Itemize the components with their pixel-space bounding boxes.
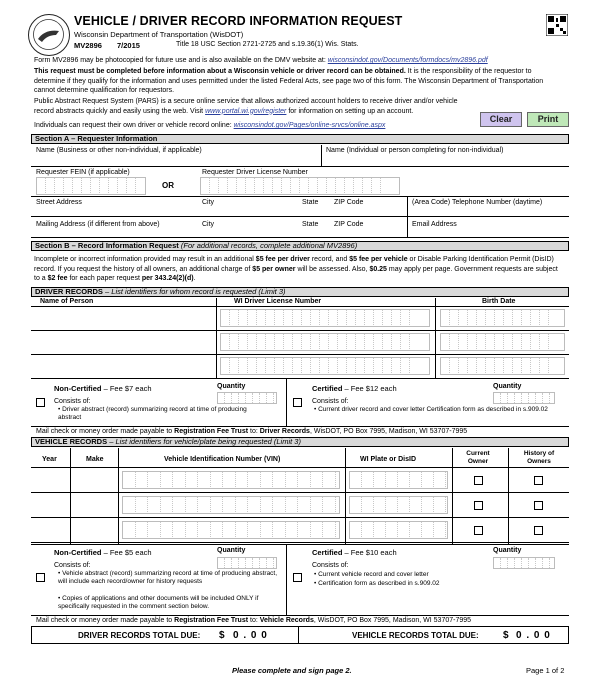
pars-link[interactable]: www.portal.wi.gov/register [205,107,287,115]
vehicle-cert-quantity-input[interactable] [493,557,555,569]
vehicle-noncert-item-2: • Copies of applications and other documents will be included ONLY if specifically requested in the comment section below. [58,595,259,610]
vehicle-year-input[interactable] [32,493,69,516]
email-label: Email Address [412,221,457,228]
driver-cert-label: Certified – Fee $12 each [312,384,397,393]
driver-cert-quantity-input[interactable] [493,392,555,404]
driver-total-label: DRIVER RECORDS TOTAL DUE: [78,631,201,640]
vehicle-total-label: VEHICLE RECORDS TOTAL DUE: [352,631,479,640]
section-b-instructions: Incomplete or incorrect information provided may result in an additional $5 fee per driver record, and $5 fee per vehicle or Disable Parking Identification Permit (DisID) record. If you request the history of all owners, an additional charge of $5 per owner will be assessed. Also, $0.25 may apply per page. Government requests are subject to a $2 fee for each paper request per 343.24(2)(d). [34,256,558,282]
intro-eligibility: This request must be completed before information about a Wisconsin vehicle or driver record can be obtained. It is the responsibility of the requestor to determine if they qualify for the information and uses permitted under the listed Federal Acts, see page two of this form. The Wisconsin Department of Transportation cannot determine qualification for requestors. [34,68,544,94]
driver-total-currency: $ [219,630,225,641]
divider [118,448,119,544]
divider [345,448,346,544]
consists-label: Consists of: [54,398,91,405]
col-birth-header: Birth Date [482,298,516,305]
consists-label: Consists of: [54,562,91,569]
vehicle-cert-item-1: • Current vehicle record and cover letter [314,571,429,578]
divider [298,626,299,644]
divider [216,298,217,378]
driver-cert-item: • Current driver record and cover letter Certification form as described in s.909.02 [314,406,548,413]
vehicle-total-currency: $ [503,630,509,641]
department: Wisconsin Department of Transportation (WisDOT) [74,30,244,39]
history-owners-checkbox[interactable] [534,501,543,510]
divider [31,542,569,543]
divider [321,145,322,167]
col-plate-header: WI Plate or DisID [360,456,417,463]
current-owner-checkbox[interactable] [474,501,483,510]
divider [31,615,569,616]
form-date: 7/2015 [117,41,140,50]
history-owners-checkbox[interactable] [534,476,543,485]
driver-birthdate-input[interactable] [440,309,565,327]
intro-own-record: Individuals can request their own driver or vehicle record online: wisconsindot.gov/Pages/online-srvcs/online.aspx [34,122,386,129]
plate-input[interactable] [349,521,448,539]
divider [31,166,569,167]
vehicle-cert-item-2: • Certification form as described in s.909.02 [314,580,440,587]
driver-license-input[interactable] [220,357,430,375]
section-a-header: Section A – Requester Information [31,134,569,144]
fein-input[interactable] [36,177,146,195]
driver-birthdate-input[interactable] [440,333,565,351]
driver-name-input[interactable] [32,355,215,377]
divider [286,378,287,426]
name-business-label: Name (Business or other non-individual, if applicable) [36,147,202,154]
vin-input[interactable] [122,521,340,539]
phone-label: (Area Code) Telephone Number (daytime) [412,199,543,206]
driver-license-input[interactable] [220,333,430,351]
divider [407,196,408,238]
consists-label: Consists of: [312,398,349,405]
divider [31,216,569,217]
zip-label: ZIP Code [334,199,364,206]
or-label: OR [162,181,174,190]
col-license-header: WI Driver License Number [234,298,322,305]
form-id: MV2896 [74,41,102,50]
history-owners-checkbox[interactable] [534,526,543,535]
driver-license-input[interactable] [220,309,430,327]
vehicle-noncert-quantity-input[interactable] [217,557,277,569]
divider [31,378,569,379]
col-owner-header: Current Owner [466,450,490,465]
zip-label: ZIP Code [334,221,364,228]
clear-button[interactable]: Clear [480,112,522,127]
vehicle-records-header: VEHICLE RECORDS – List identifiers for vehicle/plate being requested (Limit 3) [31,437,569,447]
divider [435,298,436,378]
divider [31,544,569,545]
online-services-link[interactable]: wisconsindot.gov/Pages/online-srvcs/online.aspx [233,122,386,129]
intro-pars: Public Abstract Request System (PARS) is a secure online service that allows authorized account holders to receive driver and/or vehicle record abstracts quickly and easily using the web. Visit www.portal.wi.gov/register for information on setting up an account. [34,98,458,115]
qr-code-icon [546,14,568,36]
page-number: Page 1 of 2 [526,666,565,675]
vehicle-noncert-quantity-label: Quantity [217,547,246,554]
divider [31,237,569,238]
vehicle-noncert-item-1: • Vehicle abstract (record) summarizing record at time of producing abstract, will include each record/owner for history requests [58,570,278,585]
vehicle-year-input[interactable] [32,518,69,541]
driver-mail-instructions: Mail check or money order made payable to Registration Fee Trust to: Driver Records, WisDOT, PO Box 7995, Madison, WI 53707-7995 [36,428,468,435]
current-owner-checkbox[interactable] [474,476,483,485]
divider [508,448,509,544]
driver-name-input[interactable] [32,307,215,329]
requester-license-input[interactable] [200,177,400,195]
state-label: State [302,221,319,228]
col-year-header: Year [42,456,57,463]
fein-label: Requester FEIN (if applicable) [36,169,130,176]
col-history-header: History of Owners [523,450,555,465]
form-title: VEHICLE / DRIVER RECORD INFORMATION REQUEST [74,14,403,28]
vehicle-make-input[interactable] [71,493,117,516]
vehicle-cert-quantity-label: Quantity [493,547,522,554]
vehicle-noncert-checkbox[interactable] [36,573,45,582]
driver-total-amount: 0 . 0 0 [233,630,268,641]
city-label: City [202,221,215,228]
name-individual-label: Name (Individual or person completing for non-individual) [326,147,504,154]
driver-noncert-item: • Driver abstract (record) summarizing record at time of producing abstract [58,406,247,421]
driver-name-input[interactable] [32,331,215,353]
current-owner-checkbox[interactable] [474,526,483,535]
statute-reference: Title 18 USC Section 2721-2725 and s.19.36(1) Wis. Stats. [176,41,359,48]
consists-label: Consists of: [312,562,349,569]
plate-input[interactable] [349,471,448,489]
vehicle-cert-checkbox[interactable] [293,573,302,582]
print-button[interactable]: Print [527,112,569,127]
driver-cert-checkbox[interactable] [293,398,302,407]
driver-noncert-label: Non-Certified – Fee $7 each [54,384,152,393]
state-label: State [302,199,319,206]
divider [452,448,453,544]
driver-noncert-quantity-label: Quantity [217,383,246,390]
driver-noncert-checkbox[interactable] [36,398,45,407]
vin-input[interactable] [122,496,340,514]
col-make-header: Make [86,456,104,463]
col-name-header: Name of Person [40,298,94,305]
section-b-header: Section B – Record Information Request (For additional records, complete additional MV2896) [31,241,569,251]
vehicle-year-input[interactable] [32,468,69,491]
driver-noncert-quantity-input[interactable] [217,392,277,404]
vehicle-noncert-label: Non-Certified – Fee $5 each [54,548,152,557]
plate-input[interactable] [349,496,448,514]
divider [31,426,569,427]
vehicle-total-amount: 0 . 0 0 [516,630,551,641]
vehicle-make-input[interactable] [71,518,117,541]
divider [31,196,569,197]
city-label: City [202,199,215,206]
driver-cert-quantity-label: Quantity [493,383,522,390]
vin-input[interactable] [122,471,340,489]
vehicle-cert-label: Certified – Fee $10 each [312,548,397,557]
intro-photocopy: Form MV2896 may be photocopied for future use and is also available on the DMV website at: wisconsindot.gov/Documents/formdocs/mv2896.pdf [34,57,488,64]
driver-birthdate-input[interactable] [440,357,565,375]
street-label: Street Address [36,199,82,206]
driver-records-header: DRIVER RECORDS – List identifiers for whom record is requested (Limit 3) [31,287,569,297]
form-link[interactable]: wisconsindot.gov/Documents/formdocs/mv2896.pdf [327,57,488,64]
mailing-label: Mailing Address (if different from above) [36,221,160,228]
vehicle-mail-instructions: Mail check or money order made payable to Registration Fee Trust to: Vehicle Records, WisDOT, PO Box 7995, Madison, WI 53707-7995 [36,617,472,624]
license-label: Requester Driver License Number [202,169,308,176]
col-vin-header: Vehicle Identification Number (VIN) [164,456,281,463]
vehicle-make-input[interactable] [71,468,117,491]
divider [286,544,287,615]
footer-note: Please complete and sign page 2. [232,666,352,675]
wisdot-logo [28,14,70,56]
